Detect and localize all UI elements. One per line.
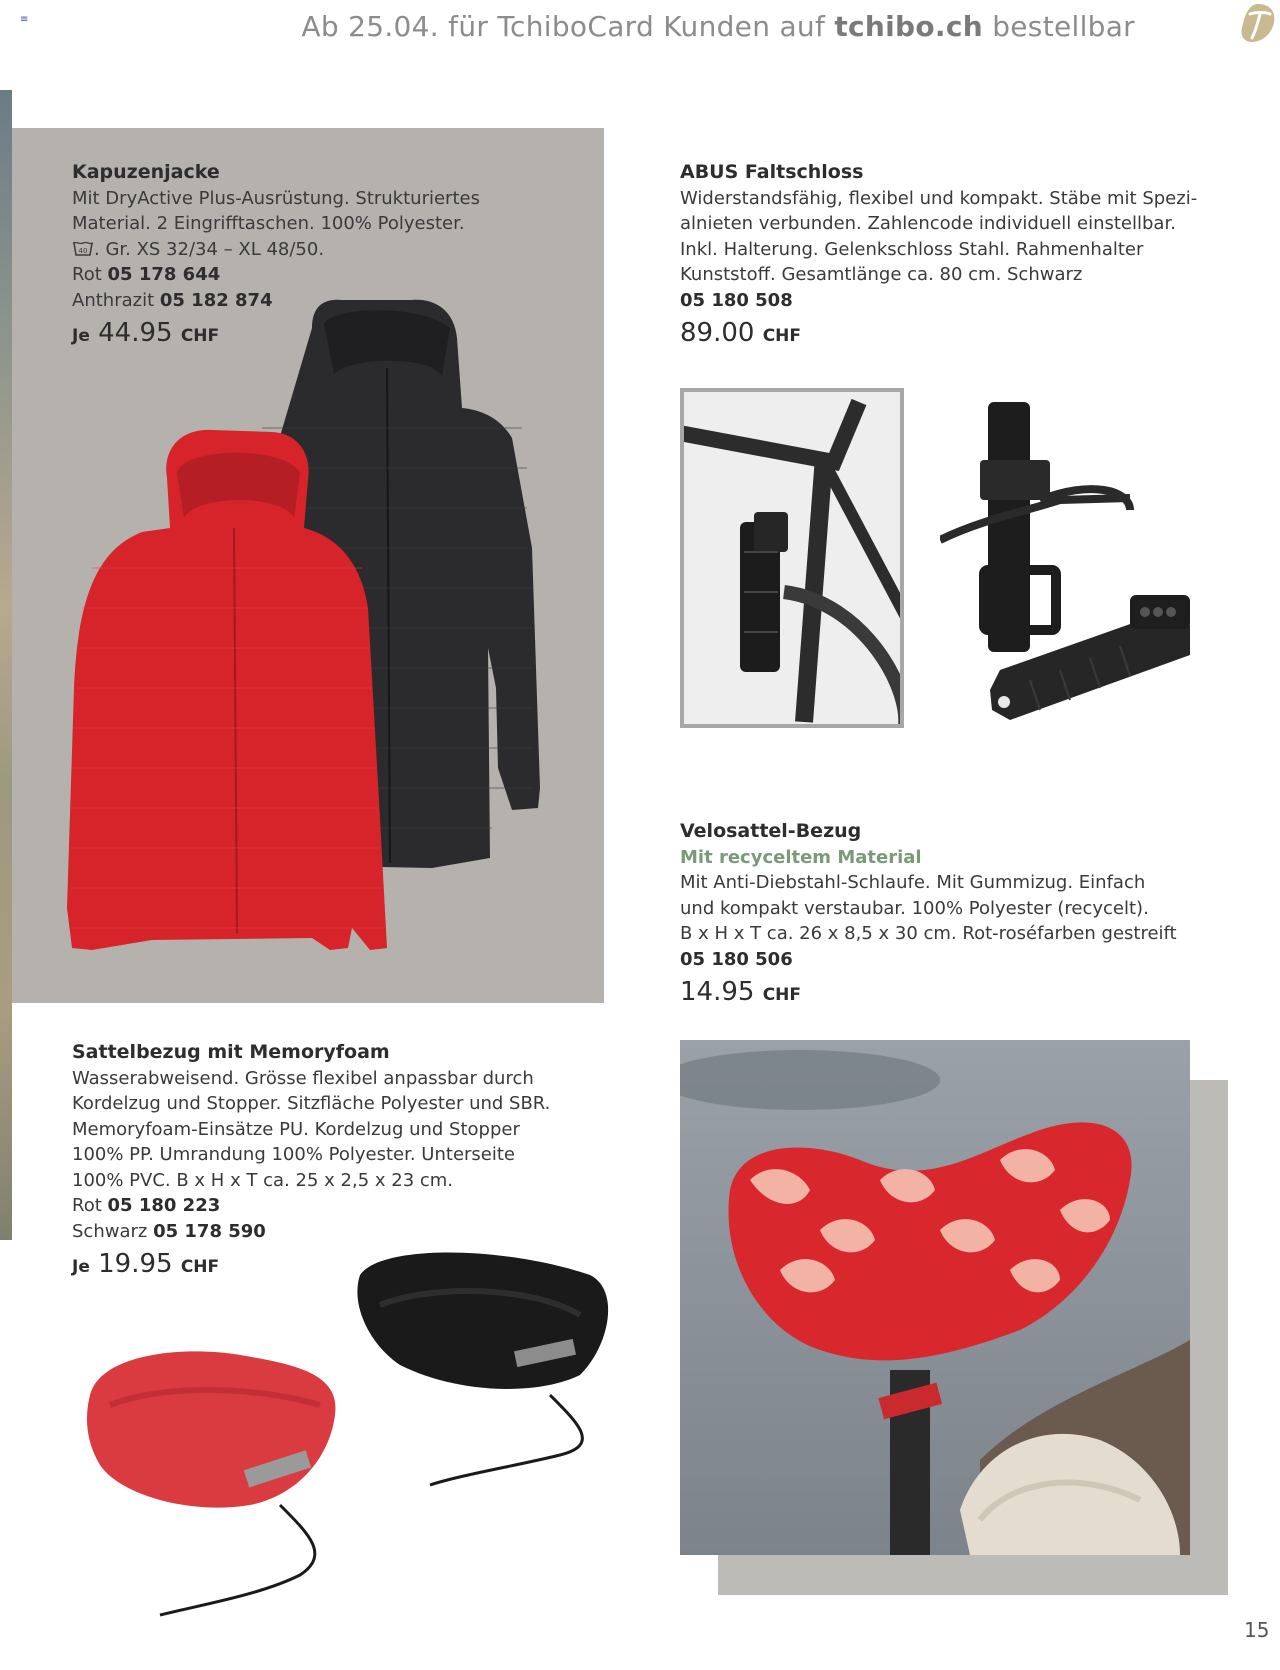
jacket-variant-anthracite: Anthrazit 05 182 874 (72, 289, 273, 311)
jacket-sizes-row (72, 237, 592, 263)
seatcover-price: 14.95 CHF (680, 977, 802, 1007)
seatcover-desc-line: B x H x T ca. 26 x 8,5 x 30 cm. Rot-roséfarben gestreift (680, 923, 1177, 944)
memoryfoam-code-red: 05 180 223 (107, 1195, 221, 1216)
memoryfoam-price: Je 19.95 CHF (72, 1249, 220, 1279)
memoryfoam-desc-line: 100% PP. Umrandung 100% Polyester. Unterseite (72, 1144, 516, 1165)
banner-prefix: Ab 25.04. für TchiboCard Kunden auf (301, 10, 835, 43)
wash-40-icon (72, 240, 94, 258)
tchibo-bean-logo-icon (1236, 0, 1280, 46)
lock-price-value: 89.00 (680, 318, 755, 348)
menu-icon[interactable]: ≡ (20, 14, 29, 25)
memoryfoam-desc-line: Memoryfoam-Einsätze PU. Kordelzug und Stopper (72, 1118, 520, 1140)
lock-product (680, 160, 1200, 350)
memoryfoam-desc-line: Wasserabweisend. Grösse flexibel anpassbar durch (72, 1067, 534, 1089)
lock-price: 89.00 CHF (680, 318, 802, 348)
memoryfoam-desc-line: 100% PVC. B x H x T ca. 25 x 2,5 x 23 cm. (72, 1169, 454, 1191)
seatcover-photo (680, 1040, 1190, 1555)
seatcover-desc-line: und kompakt verstaubar. 100% Polyester (recycelt). (680, 897, 1149, 919)
lock-desc-line: Widerstandsfähig, flexibel und kompakt. Stäbe mit Spezi- (680, 187, 1198, 209)
jacket-sizes: . Gr. XS 32/34 – XL 48/50. (94, 238, 325, 260)
page-number: 15 (1244, 1618, 1270, 1642)
lock-on-bike-image (680, 388, 904, 728)
jacket-title: Kapuzenjacke (72, 161, 220, 183)
jacket-price: Je 44.95 CHF (72, 318, 220, 348)
jacket-desc-line: Material. 2 Eingrifftaschen. 100% Polyester. (72, 213, 465, 234)
memoryfoam-price-value: 19.95 (98, 1249, 173, 1279)
lock-title: ABUS Faltschloss (680, 161, 864, 183)
lock-desc-line: Inkl. Halterung. Gelenkschloss Stahl. Rahmenhalter (680, 238, 1144, 260)
memoryfoam-title: Sattelbezug mit Memoryfoam (72, 1041, 390, 1063)
banner-brand[interactable]: tchibo.ch (834, 10, 983, 43)
seatcover-price-value: 14.95 (680, 977, 755, 1007)
order-banner (301, 10, 1135, 43)
seatcover-code: 05 180 506 (680, 948, 793, 970)
lock-desc-line: alnieten verbunden. Zahlencode individuell einstellbar. (680, 213, 1176, 234)
folding-lock-image (940, 390, 1240, 750)
lock-desc-line: Kunststoff. Gesamtlänge ca. 80 cm. Schwarz (680, 264, 1083, 285)
jacket-product (72, 160, 592, 350)
memoryfoam-variant-black: Schwarz 05 178 590 (72, 1220, 266, 1242)
memoryfoam-variant-red: Rot 05 180 223 (72, 1195, 221, 1216)
jacket-code-anthracite: 05 182 874 (159, 289, 273, 311)
banner-suffix: bestellbar (983, 10, 1135, 43)
seatcover-product (680, 819, 1240, 1009)
black-saddle-cover-image (357, 1253, 608, 1486)
memoryfoam-covers-image (80, 1245, 640, 1625)
memoryfoam-desc-line: Kordelzug und Stopper. Sitzfläche Polyester und SBR. (72, 1093, 551, 1114)
lock-code: 05 180 508 (680, 289, 793, 311)
jacket-variant-red: Rot 05 178 644 (72, 264, 221, 285)
seatcover-subtitle: Mit recyceltem Material (680, 846, 922, 868)
wash-temp-label: 40 (78, 246, 88, 255)
seatcover-desc-line: Mit Anti-Diebstahl-Schlaufe. Mit Gummizug. Einfach (680, 872, 1146, 893)
background-photo-edge (0, 90, 12, 1240)
jacket-code-red: 05 178 644 (107, 264, 221, 285)
jacket-price-value: 44.95 (98, 318, 173, 348)
seatcover-title: Velosattel-Bezug (680, 820, 862, 842)
jacket-desc-line: Mit DryActive Plus-Ausrüstung. Strukturiertes (72, 187, 480, 209)
memoryfoam-code-black: 05 178 590 (153, 1220, 266, 1242)
red-saddle-cover-image (87, 1351, 335, 1615)
